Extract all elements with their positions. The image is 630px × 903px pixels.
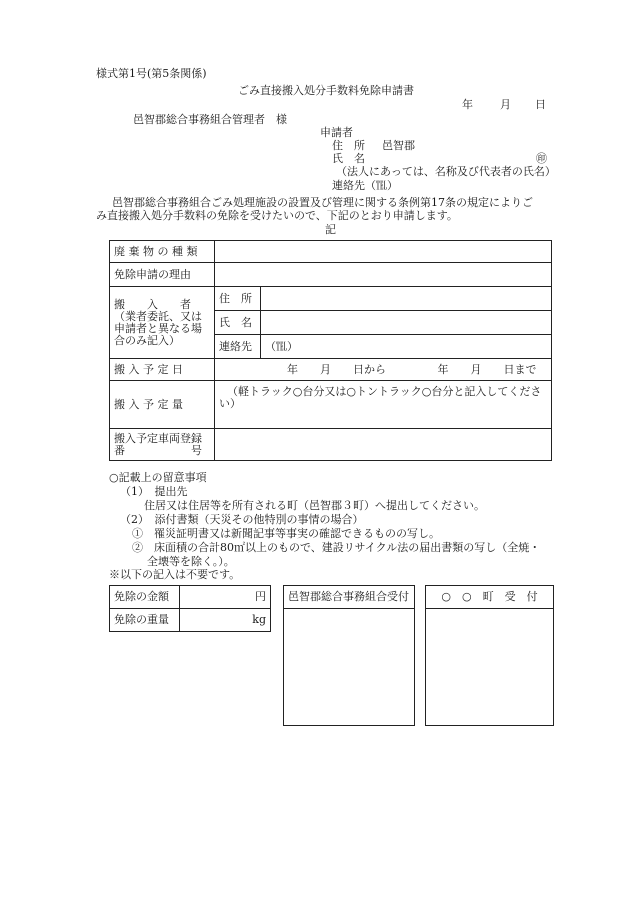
label-carrier [110,287,215,359]
field-exempt-amount[interactable] [180,586,271,609]
application-table [109,240,552,461]
label-waste-type: 廃 棄 物 の 種 類 [110,241,215,263]
town-receipt-label: ○ ○ 町 受 付 [426,586,553,609]
seal-mark: ㊞ [536,152,547,165]
label-schedule-amount: 搬 入 予 定 量 [110,381,215,429]
label-carrier-name: 氏 名 [215,311,261,335]
applicant-address-label: 住 所 [332,139,365,152]
body-text-line1: 邑智郡総合事務組合ごみ処理施設の設置及び管理に関する条例第17条の規定によりご [112,196,533,209]
date-month: 月 [500,98,511,111]
note-2-b-cont: 全壊等を除く。）。 [147,555,235,568]
amount-note: （軽トラック○台分又は○トントラック○台分と記入してください） [219,385,542,410]
note-1: （1） 提出先 [120,485,188,498]
addressee: 邑智郡総合事務組合管理者 様 [133,113,287,126]
date-to: 年 月 日まで [437,362,537,376]
applicant-heading: 申請者 [320,126,353,139]
applicant-address-value: 邑智郡 [382,139,415,152]
form-number: 様式第1号(第5条関係) [96,67,207,80]
carrier-title: 搬 入 者 [114,297,191,311]
note-2-a: ① 罹災証明書又は新聞記事等事実の確認できるものの写し。 [132,527,440,540]
label-reason: 免除申請の理由 [110,263,215,287]
exemption-table [109,585,271,632]
date-day: 日 [535,98,546,111]
label-carrier-contact: 連絡先 [215,335,261,359]
field-carrier-contact[interactable] [261,335,552,359]
union-receipt-label: 邑智郡総合事務組合受付 [284,586,414,609]
field-vehicle[interactable] [215,429,552,461]
union-receipt-box [283,585,415,726]
field-schedule-date[interactable] [215,359,552,381]
yen-unit: 円 [255,590,266,603]
field-exempt-weight[interactable] [180,609,271,632]
tel-mark: （℡） [265,339,298,353]
label-exempt-amount: 免除の金額 [110,586,180,609]
field-schedule-amount[interactable] [215,381,552,429]
label-exempt-weight: 免除の重量 [110,609,180,632]
town-receipt-box [425,585,554,726]
label-schedule-date: 搬 入 予 定 日 [110,359,215,381]
note-2: （2） 添付書類（天災その他特別の事情の場合） [120,513,364,526]
row-waste-type [110,241,552,263]
row-schedule-date [110,359,552,381]
carrier-note-2: 申請者と異なる場 [114,321,202,335]
label-carrier-address: 住 所 [215,287,261,311]
field-carrier-address[interactable] [261,287,552,311]
field-waste-type[interactable] [215,241,552,263]
field-reason[interactable] [215,263,552,287]
body-text-line2: み直接搬入処分手数料の免除を受けたいので、下記のとおり申請します。 [96,209,458,222]
note-2-b: ② 床面積の合計80㎡以上のもので、建設リサイクル法の届出書類の写し（全焼・ [132,541,541,554]
carrier-note-3: 合のみ記入） [114,333,180,347]
field-carrier-name[interactable] [261,311,552,335]
no-entry-note: ※以下の記入は不要です。 [109,568,241,581]
form-title: ごみ直接搬入処分手数料免除申請書 [238,84,414,97]
note-1-body: 住居又は住居等を所有される町（邑智郡３町）へ提出してください。 [144,499,485,512]
corporation-note: （法人にあっては、名称及び代表者の氏名） [336,165,556,178]
label-vehicle [110,429,215,461]
ki-heading: 記 [325,223,336,236]
vehicle-label-1: 搬入予定車両登録 [114,431,202,445]
row-carrier-address [110,287,552,311]
date-from: 年 月 日から [287,362,386,376]
notes-heading: ○記載上の留意事項 [109,471,207,484]
applicant-contact-label: 連絡先（℡） [332,179,398,192]
row-reason [110,263,552,287]
kg-unit: kg [252,613,266,626]
date-year: 年 [462,98,473,111]
row-vehicle [110,429,552,461]
applicant-name-label: 氏 名 [332,152,365,165]
vehicle-label-2: 番 号 [114,443,202,457]
carrier-note-1: （業者委託、又は [114,309,202,323]
row-schedule-amount [110,381,552,429]
